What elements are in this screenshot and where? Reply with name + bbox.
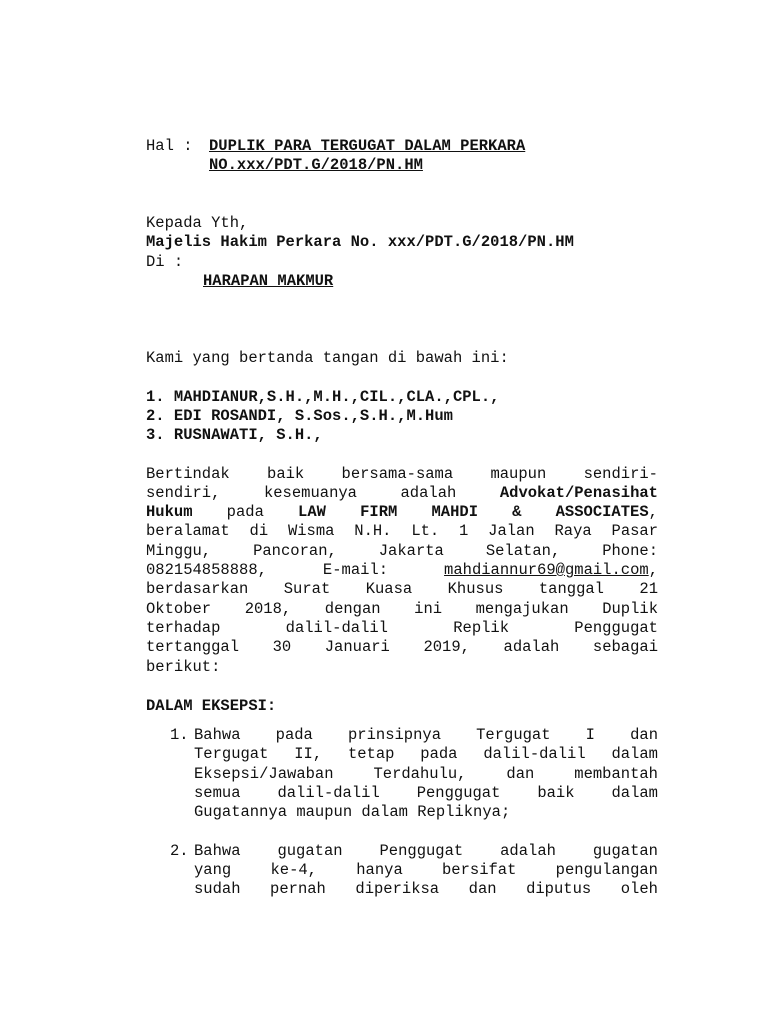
list-line: Gugatannya maupun dalam Repliknya; [194,803,511,821]
signatory-2: 2. EDI ROSANDI, S.Sos.,S.H.,M.Hum [146,407,453,425]
body-line: tertanggal 30 Januari 2019, adalah sebagai [146,638,659,656]
list-line: Bahwa pada prinsipnya Tergugat I dan [194,726,659,744]
body-line: Hukum pada LAW FIRM MAHDI & ASSOCIATES, [146,503,658,521]
body-line: berdasarkan Surat Kuasa Khusus tanggal 21 [146,580,659,598]
body-line: Bertindak baik bersama-sama maupun sendiri- [146,465,658,483]
body-line: Oktober 2018, dengan ini mengajukan Duplik [146,600,658,618]
majelis-hakim: Majelis Hakim Perkara No. xxx/PDT.G/2018/PN.HM [146,233,574,251]
subject-line-1: DUPLIK PARA TERGUGAT DALAM PERKARA [209,137,526,155]
place-name: HARAPAN MAKMUR [203,272,334,290]
body-line: Minggu, Pancoran, Jakarta Selatan, Phone: [146,542,659,560]
intro-text: Kami yang bertanda tangan di bawah ini: [146,349,509,367]
list-number: 2. [170,842,189,860]
list-line: Tergugat II, tetap pada dalil-dalil dalam [194,745,658,763]
section-heading: DALAM EKSEPSI: [146,697,277,715]
list-number: 1. [170,726,189,744]
signatory-1: 1. MAHDIANUR,S.H.,M.H.,CIL.,CLA.,CPL., [146,388,500,406]
list-line: semua dalil-dalil Penggugat baik dalam [194,784,658,802]
list-line: Eksepsi/Jawaban Terdahulu, dan membantah [194,765,658,783]
kepada-yth: Kepada Yth, [146,214,249,232]
di-label: Di : [146,253,184,271]
list-line: Bahwa gugatan Penggugat adalah gugatan [194,842,658,860]
body-line: terhadap dalil-dalil Replik Penggugat [146,619,658,637]
body-line: berikut: [146,658,221,676]
list-line: yang ke-4, hanya bersifat pengulangan [194,861,658,879]
subject-line-2: NO.xxx/PDT.G/2018/PN.HM [209,156,423,174]
signatory-3: 3. RUSNAWATI, S.H., [146,426,323,444]
hal-label: Hal : [146,137,193,155]
body-line: sendiri, kesemuanya adalah Advokat/Penasihat [146,484,658,502]
body-line: 082154858888, E-mail: mahdiannur69@gmail.com, [146,561,658,579]
body-line: beralamat di Wisma N.H. Lt. 1 Jalan Raya Pasar [146,522,659,540]
list-line: sudah pernah diperiksa dan diputus oleh [194,880,658,898]
